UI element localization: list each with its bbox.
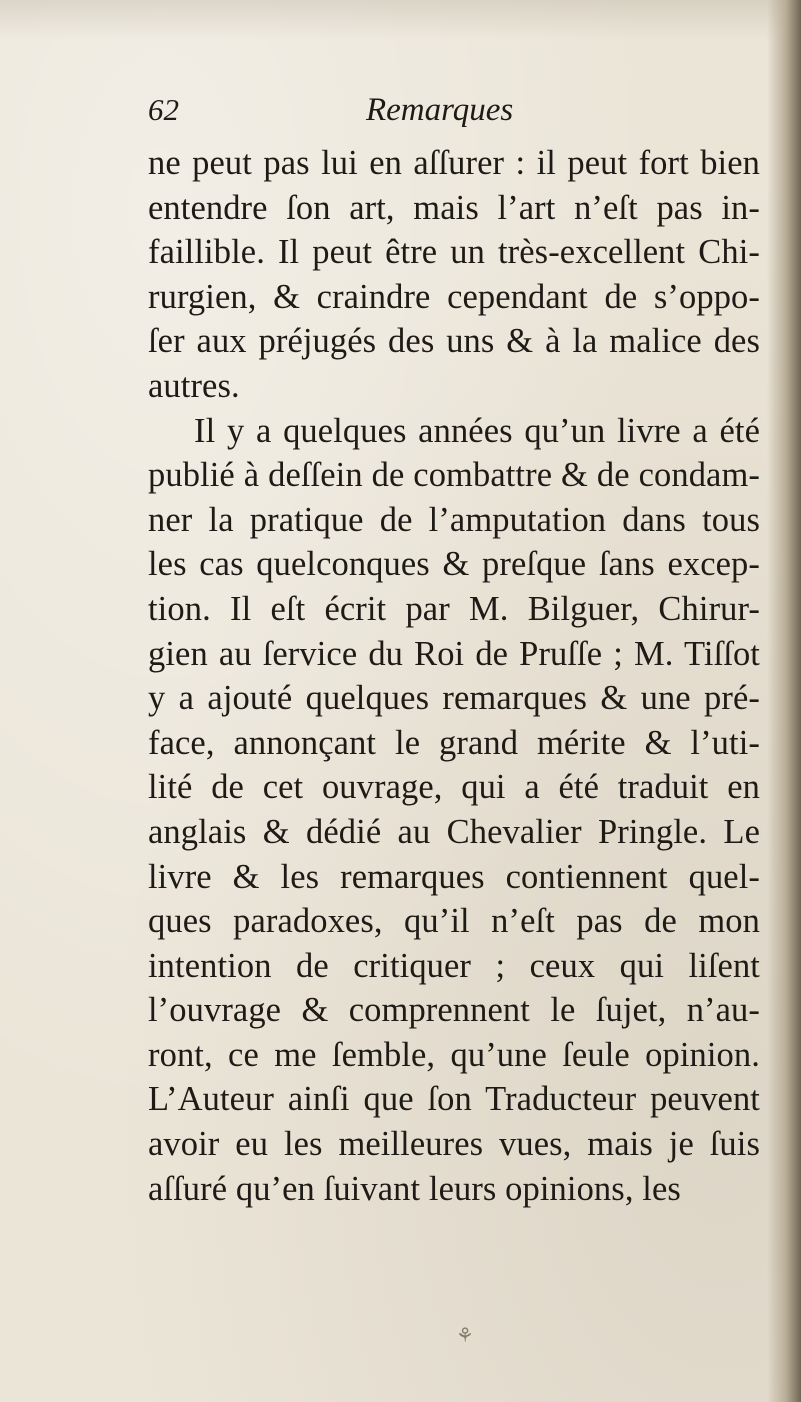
page-top-shadow	[0, 0, 801, 40]
text-line: lité de cet ouvrage, qui a été traduit en	[148, 768, 760, 807]
text-line: tion. Il eſt écrit par M. Bilguer, Chirur-	[148, 589, 760, 628]
page-gutter-edge	[767, 0, 801, 1402]
text-line: ner la pratique de l’amputation dans tous	[148, 500, 760, 539]
page-number: 62	[148, 92, 179, 127]
text-line: anglais & dédié au Chevalier Pringle. Le	[148, 812, 760, 851]
text-line: livre & les remarques contiennent quel-	[148, 857, 760, 896]
body-text	[148, 141, 760, 1211]
paragraph-first-line: Il y a quelques années qu’un livre a été	[194, 411, 760, 450]
text-line: gien au ſervice du Roi de Pruſſe ; M. Tiſſot	[148, 634, 760, 673]
text-line: ne peut pas lui en aſſurer : il peut fort bien	[148, 144, 760, 182]
text-line: ront, ce me ſemble, qu’une ſeule opinion.	[148, 1035, 760, 1074]
printer-ornament-icon: ⚘	[456, 1323, 474, 1347]
text-line: aſſuré qu’en ſuivant leurs opinions, les	[148, 1169, 681, 1208]
text-line: publié à deſſein de combattre & de condam-	[148, 456, 760, 495]
text-line: L’Auteur ainſi que ſon Traducteur peuvent	[148, 1080, 760, 1119]
text-line: avoir eu les meilleures vues, mais je ſuis	[148, 1125, 760, 1164]
text-line: face, annonçant le grand mérite & l’uti-	[148, 723, 760, 762]
text-line: les cas quelconques & preſque ſans excep-	[148, 545, 760, 584]
text-line: autres.	[148, 366, 240, 405]
text-line: rurgien, & craindre cependant de s’oppo-	[148, 277, 760, 316]
text-line: ques paradoxes, qu’il n’eſt pas de mon	[148, 902, 760, 941]
text-line: faillible. Il peut être un très-excellent Chi-	[148, 233, 760, 272]
text-line: entendre ſon art, mais l’art n’eſt pas in-	[148, 188, 760, 227]
running-head	[148, 90, 708, 130]
text-line: ſer aux préjugés des uns & à la malice des	[148, 322, 760, 361]
text-line: y a ajouté quelques remarques & une pré-	[148, 679, 760, 718]
text-line: intention de critiquer ; ceux qui liſent	[148, 946, 760, 985]
text-line: l’ouvrage & comprennent le ſujet, n’au-	[148, 991, 760, 1030]
running-title: Remarques	[366, 92, 514, 128]
